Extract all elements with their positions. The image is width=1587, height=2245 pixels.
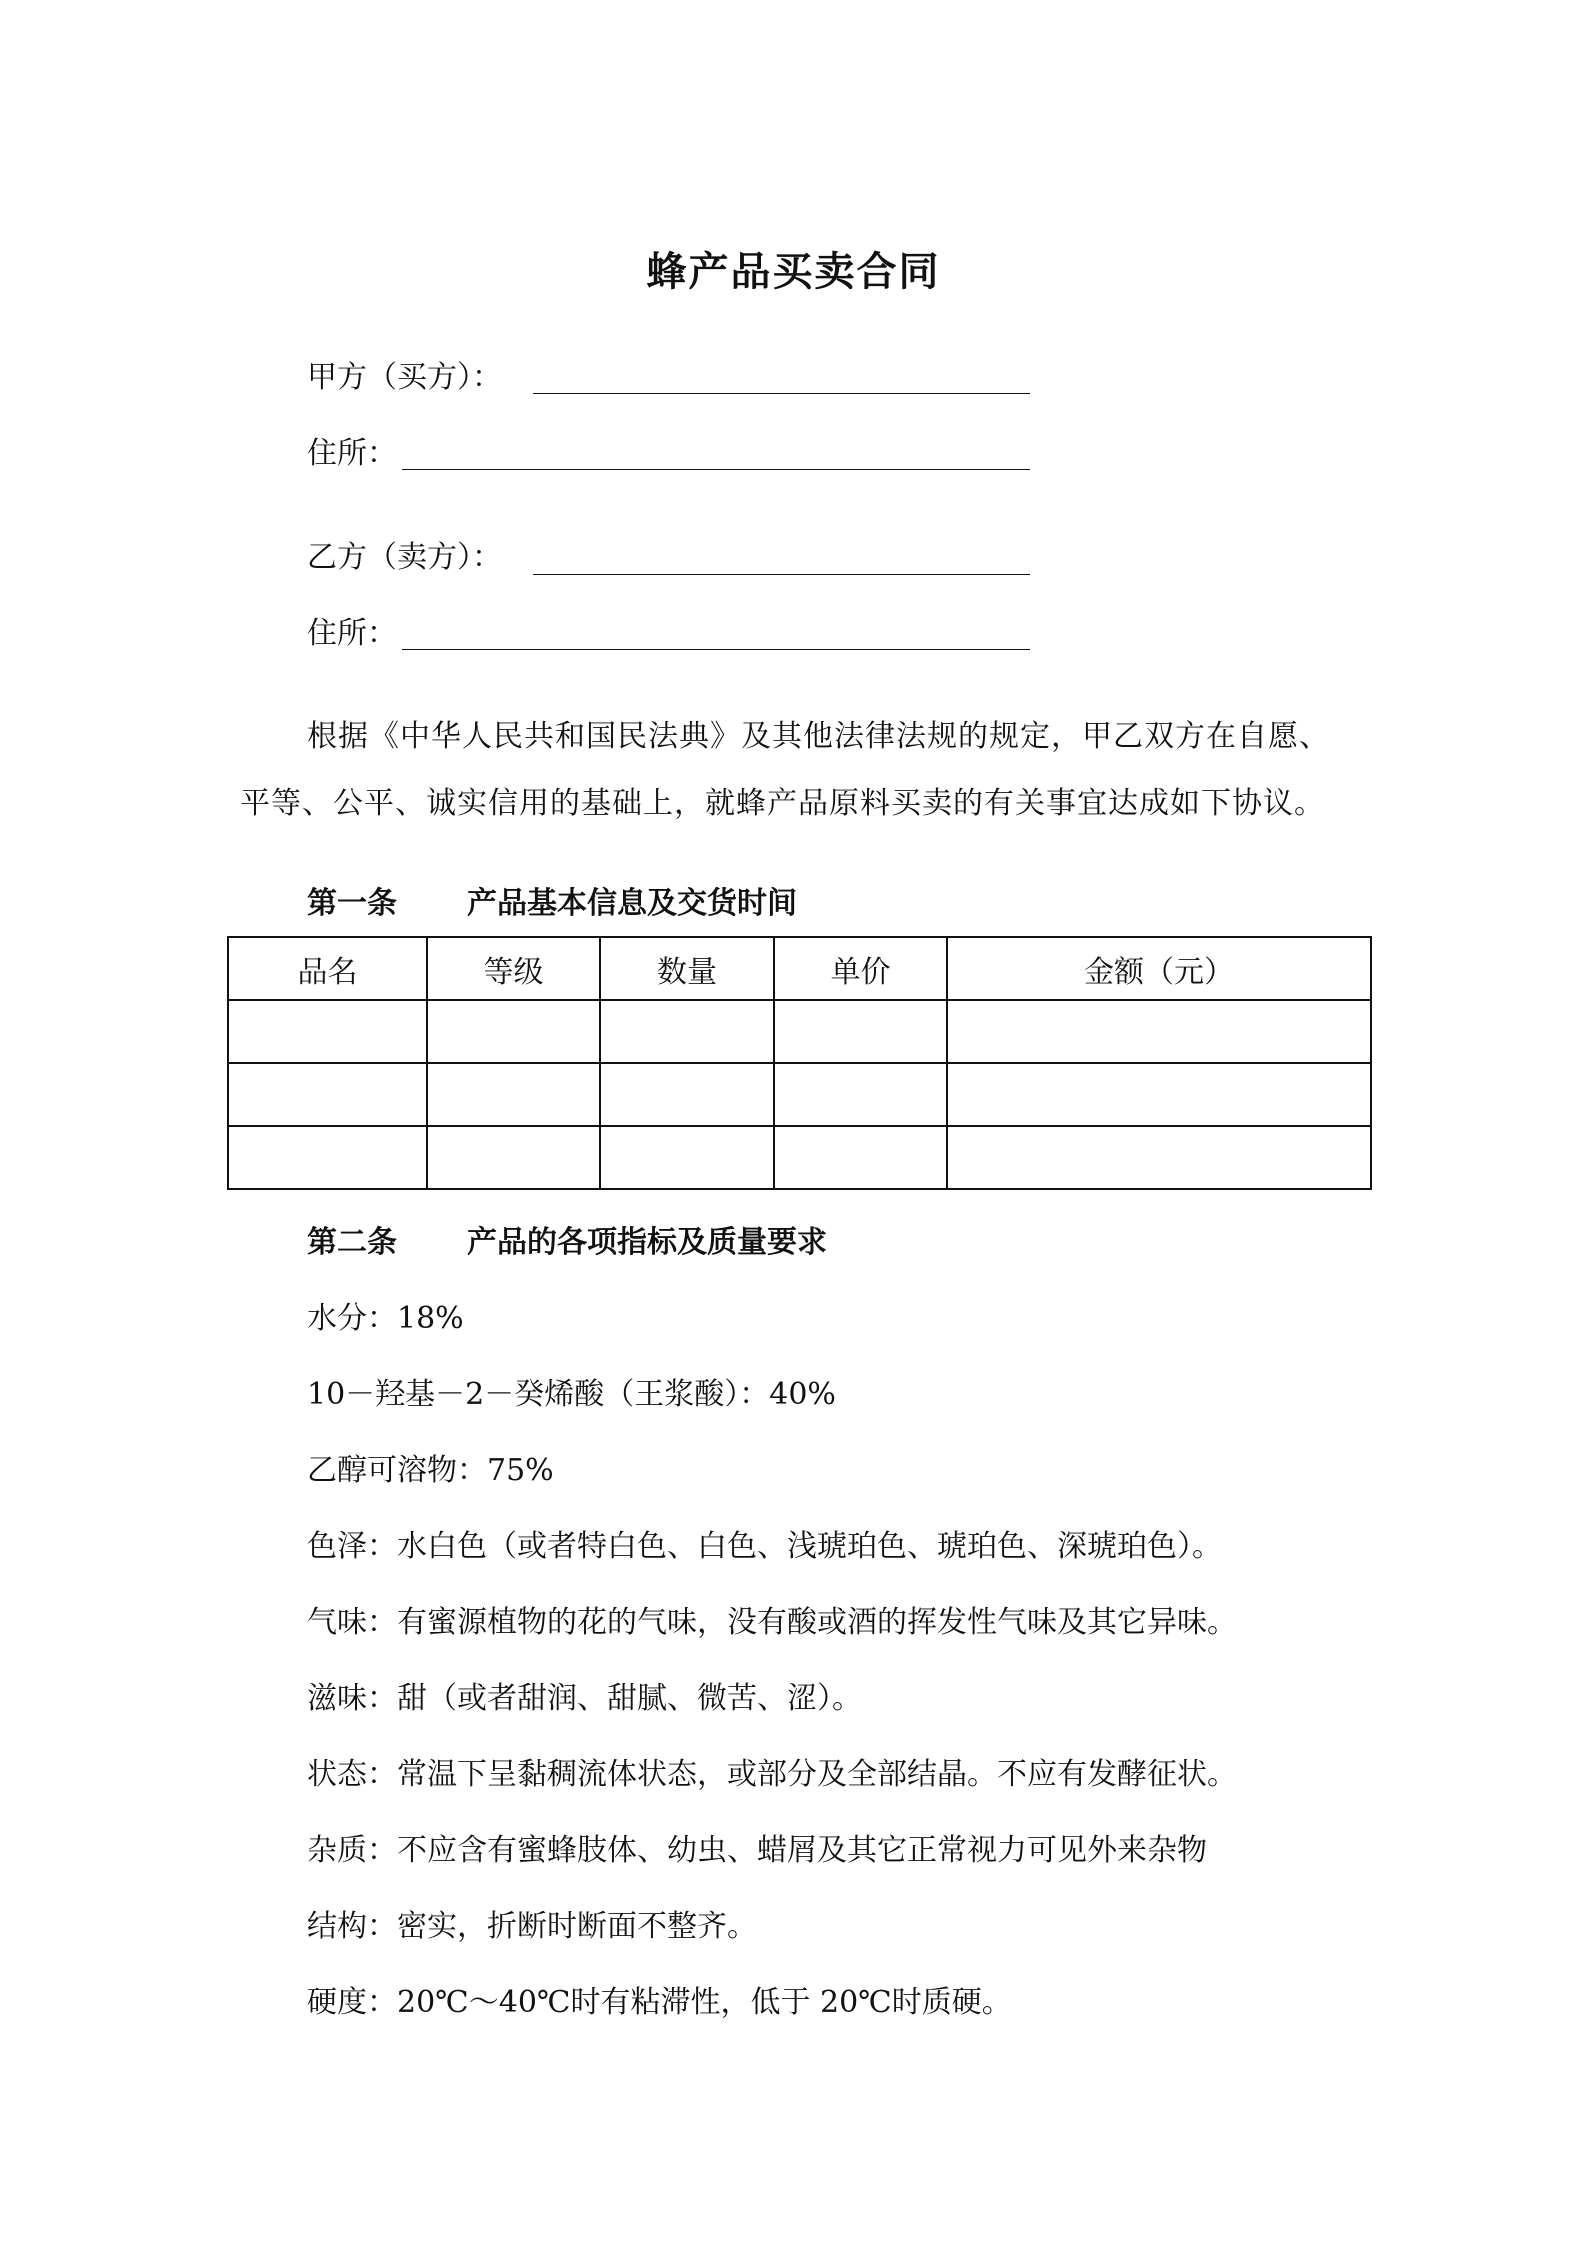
article-1-number: 第一条 bbox=[307, 886, 397, 921]
table-cell[interactable] bbox=[947, 1063, 1371, 1126]
header-grade: 等级 bbox=[427, 937, 600, 1000]
table-cell[interactable] bbox=[947, 1126, 1371, 1189]
table-cell[interactable] bbox=[228, 1000, 427, 1063]
buyer-label: 甲方（买方）： bbox=[307, 360, 502, 395]
table-row bbox=[228, 1063, 1371, 1126]
article-2-heading bbox=[307, 1223, 827, 1263]
article-2-number: 第二条 bbox=[307, 1225, 397, 1260]
header-unit-price: 单价 bbox=[774, 937, 947, 1000]
seller-label: 乙方（卖方）： bbox=[307, 540, 502, 575]
spec-hardness: 硬度：20℃～40℃时有粘滞性，低于 20℃时质硬。 bbox=[307, 1985, 1012, 2020]
table-row bbox=[228, 1000, 1371, 1063]
table-cell[interactable] bbox=[947, 1000, 1371, 1063]
intro-paragraph: 根据《中华人民共和国民法典》及其他法律法规的规定，甲乙双方在自愿、平等、公平、诚实信用的基础上，就蜂产品原料买卖的有关事宜达成如下协议。 bbox=[240, 719, 1330, 821]
spec-taste: 滋味：甜（或者甜润、甜腻、微苦、涩）。 bbox=[307, 1681, 862, 1716]
spec-moisture: 水分：18% bbox=[307, 1301, 464, 1336]
spec-ethanol-soluble: 乙醇可溶物：75% bbox=[307, 1453, 554, 1488]
seller-address-label: 住所： bbox=[307, 616, 397, 651]
table-cell[interactable] bbox=[774, 1000, 947, 1063]
buyer-address-blank[interactable] bbox=[402, 469, 1030, 470]
table-row bbox=[228, 1126, 1371, 1189]
table-cell[interactable] bbox=[427, 1063, 600, 1126]
table-cell[interactable] bbox=[600, 1063, 774, 1126]
article-2-title: 产品的各项指标及质量要求 bbox=[467, 1225, 827, 1260]
spec-10-hda: 10－羟基－2－癸烯酸（王浆酸）：40% bbox=[307, 1377, 836, 1412]
header-amount: 金额（元） bbox=[947, 937, 1371, 1000]
table-cell[interactable] bbox=[600, 1000, 774, 1063]
buyer-address-label: 住所： bbox=[307, 436, 397, 471]
spec-state: 状态：常温下呈黏稠流体状态，或部分及全部结晶。不应有发酵征状。 bbox=[307, 1757, 1237, 1792]
table-cell[interactable] bbox=[228, 1126, 427, 1189]
table-cell[interactable] bbox=[427, 1000, 600, 1063]
seller-name-blank[interactable] bbox=[533, 574, 1030, 575]
spec-structure: 结构：密实，折断时断面不整齐。 bbox=[307, 1909, 757, 1944]
table-cell[interactable] bbox=[427, 1126, 600, 1189]
spec-odor: 气味：有蜜源植物的花的气味，没有酸或酒的挥发性气味及其它异味。 bbox=[307, 1605, 1237, 1640]
article-1-heading bbox=[307, 884, 797, 924]
header-quantity: 数量 bbox=[600, 937, 774, 1000]
table-header-row bbox=[228, 937, 1371, 1000]
product-info-table bbox=[227, 936, 1372, 1190]
document-title: 蜂产品买卖合同 bbox=[646, 248, 941, 295]
table-cell[interactable] bbox=[228, 1063, 427, 1126]
buyer-name-blank[interactable] bbox=[533, 393, 1030, 394]
table-cell[interactable] bbox=[774, 1063, 947, 1126]
table-cell[interactable] bbox=[600, 1126, 774, 1189]
table-cell[interactable] bbox=[774, 1126, 947, 1189]
header-product-name: 品名 bbox=[228, 937, 427, 1000]
seller-address-blank[interactable] bbox=[402, 649, 1030, 650]
spec-color: 色泽：水白色（或者特白色、白色、浅琥珀色、琥珀色、深琥珀色）。 bbox=[307, 1529, 1222, 1564]
article-1-title: 产品基本信息及交货时间 bbox=[467, 886, 797, 921]
spec-impurities: 杂质：不应含有蜜蜂肢体、幼虫、蜡屑及其它正常视力可见外来杂物 bbox=[307, 1833, 1207, 1868]
